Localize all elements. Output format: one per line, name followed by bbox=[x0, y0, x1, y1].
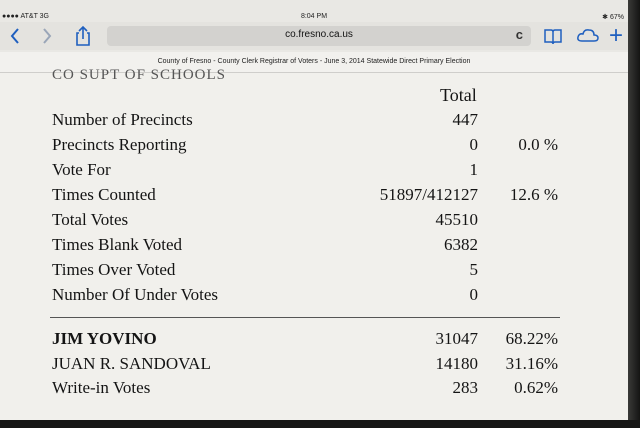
section-header-partial: CO SUPT OF SCHOOLS bbox=[52, 67, 227, 83]
stat-label: Times Over Voted bbox=[52, 260, 176, 279]
url-text: co.fresno.ca.us bbox=[285, 29, 353, 40]
stat-value: 5 bbox=[469, 260, 478, 279]
candidate-name: Write-in Votes bbox=[52, 378, 151, 397]
candidate-votes: 283 bbox=[452, 378, 478, 397]
candidate-votes: 14180 bbox=[435, 354, 478, 373]
candidate-row bbox=[0, 329, 628, 354]
new-tab-button[interactable]: + bbox=[609, 22, 624, 49]
section-divider bbox=[50, 317, 560, 318]
stat-value: 6382 bbox=[444, 235, 478, 254]
results-content bbox=[0, 67, 628, 420]
stat-value: 0 bbox=[469, 285, 478, 304]
clock: 8:04 PM bbox=[300, 13, 328, 20]
stat-value: 1 bbox=[469, 160, 478, 179]
stat-value: 447 bbox=[452, 110, 478, 129]
cloud-icon[interactable] bbox=[576, 24, 600, 54]
stat-row bbox=[0, 260, 628, 285]
stat-label: Vote For bbox=[52, 160, 111, 179]
stat-row bbox=[0, 185, 628, 210]
stat-label: Total Votes bbox=[52, 210, 129, 229]
stat-label: Times Counted bbox=[52, 185, 156, 204]
book-icon[interactable] bbox=[543, 24, 563, 54]
stat-row bbox=[0, 285, 628, 310]
stat-label: Number of Precincts bbox=[52, 110, 193, 129]
browser-toolbar bbox=[0, 22, 628, 50]
stat-percent: 12.6 % bbox=[509, 185, 558, 204]
stat-row bbox=[0, 235, 628, 260]
chevron-right-icon[interactable] bbox=[40, 24, 54, 54]
stat-label: Precincts Reporting bbox=[52, 135, 187, 154]
stat-value: 45510 bbox=[435, 210, 478, 229]
battery-indicator: ✱ 67% bbox=[602, 14, 624, 21]
share-icon[interactable] bbox=[74, 24, 92, 54]
candidate-percent: 0.62% bbox=[514, 378, 558, 397]
stat-row bbox=[0, 210, 628, 235]
candidate-votes: 31047 bbox=[435, 329, 478, 348]
stat-row bbox=[0, 110, 628, 135]
stat-value: 0 bbox=[469, 135, 478, 154]
device-bezel-bottom bbox=[0, 420, 640, 428]
address-bar[interactable] bbox=[107, 26, 531, 46]
candidate-row bbox=[0, 378, 628, 403]
candidate-percent: 31.16% bbox=[505, 354, 558, 373]
candidate-percent: 68.22% bbox=[505, 329, 558, 348]
stat-percent: 0.0 % bbox=[518, 135, 558, 154]
stat-row bbox=[0, 160, 628, 185]
device-bezel-right bbox=[628, 0, 640, 428]
stat-value: 51897/412127 bbox=[379, 185, 478, 204]
page-title: County of Fresno - County Clerk Registrar of Voters - June 3, 2014 Statewide Direct Primary Election bbox=[157, 58, 471, 65]
candidate-name: JIM YOVINO bbox=[52, 329, 157, 348]
chevron-left-icon[interactable] bbox=[8, 24, 22, 54]
total-column-header: Total bbox=[440, 85, 477, 105]
reload-button[interactable]: c bbox=[515, 27, 523, 42]
carrier-signal: ●●●● AT&T 3G bbox=[2, 13, 49, 20]
candidate-row bbox=[0, 354, 628, 379]
stat-label: Number Of Under Votes bbox=[52, 285, 219, 304]
stat-row bbox=[0, 135, 628, 160]
stat-label: Times Blank Voted bbox=[52, 235, 183, 254]
candidate-name: JUAN R. SANDOVAL bbox=[52, 354, 211, 373]
